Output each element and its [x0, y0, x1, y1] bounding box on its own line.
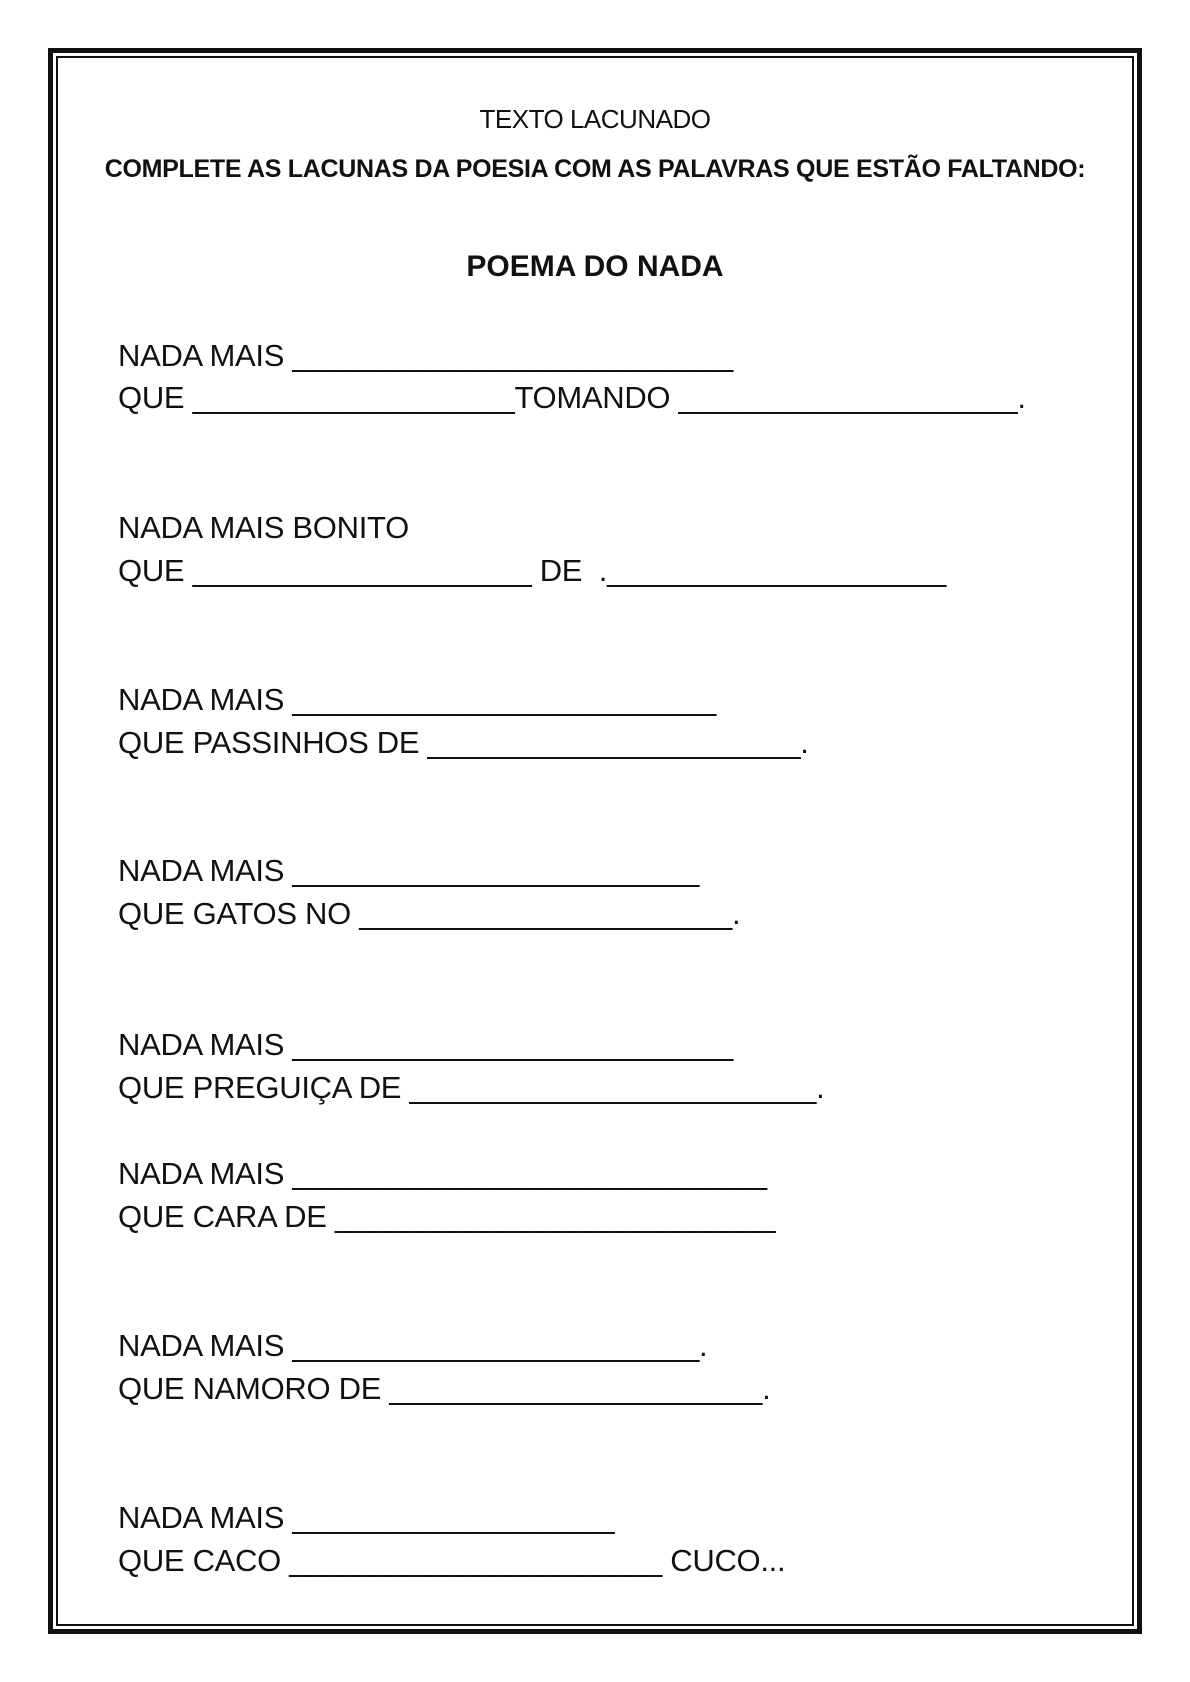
stanza-6-line-1: NADA MAIS ____________________________ [118, 1156, 767, 1191]
poem-title: POEMA DO NADA [466, 250, 724, 283]
stanza-8-line-2: QUE CACO ______________________ CUCO... [118, 1543, 786, 1578]
stanza-3-line-2: QUE PASSINHOS DE ______________________. [118, 725, 809, 760]
stanza-8-line-1: NADA MAIS ___________________ [118, 1500, 615, 1535]
stanza-7-line-2: QUE NAMORO DE ______________________. [118, 1371, 771, 1406]
stanza-5-line-1: NADA MAIS __________________________ [118, 1027, 733, 1062]
instructions-heading: COMPLETE AS LACUNAS DA POESIA COM AS PALAVRAS QUE ESTÃO FALTANDO: [104, 155, 1086, 183]
stanza-6-line-2: QUE CARA DE __________________________ [118, 1199, 776, 1234]
stanza-5-line-2: QUE PREGUIÇA DE ________________________. [118, 1070, 825, 1105]
stanza-7-line-1: NADA MAIS ________________________. [118, 1328, 708, 1363]
stanza-3-line-1: NADA MAIS _________________________ [118, 682, 716, 717]
stanza-1-line-1: NADA MAIS __________________________ [118, 338, 733, 373]
stanza-4-line-2: QUE GATOS NO ______________________. [118, 896, 741, 931]
stanza-2-line-2: QUE ____________________ DE .____________________ [118, 553, 946, 588]
stanza-2-line-1: NADA MAIS BONITO [118, 510, 409, 545]
worksheet-type-label: TEXTO LACUNADO [479, 104, 711, 134]
stanza-4-line-1: NADA MAIS ________________________ [118, 853, 700, 888]
stanza-1-line-2: QUE ___________________TOMANDO ____________________. [118, 380, 1026, 415]
